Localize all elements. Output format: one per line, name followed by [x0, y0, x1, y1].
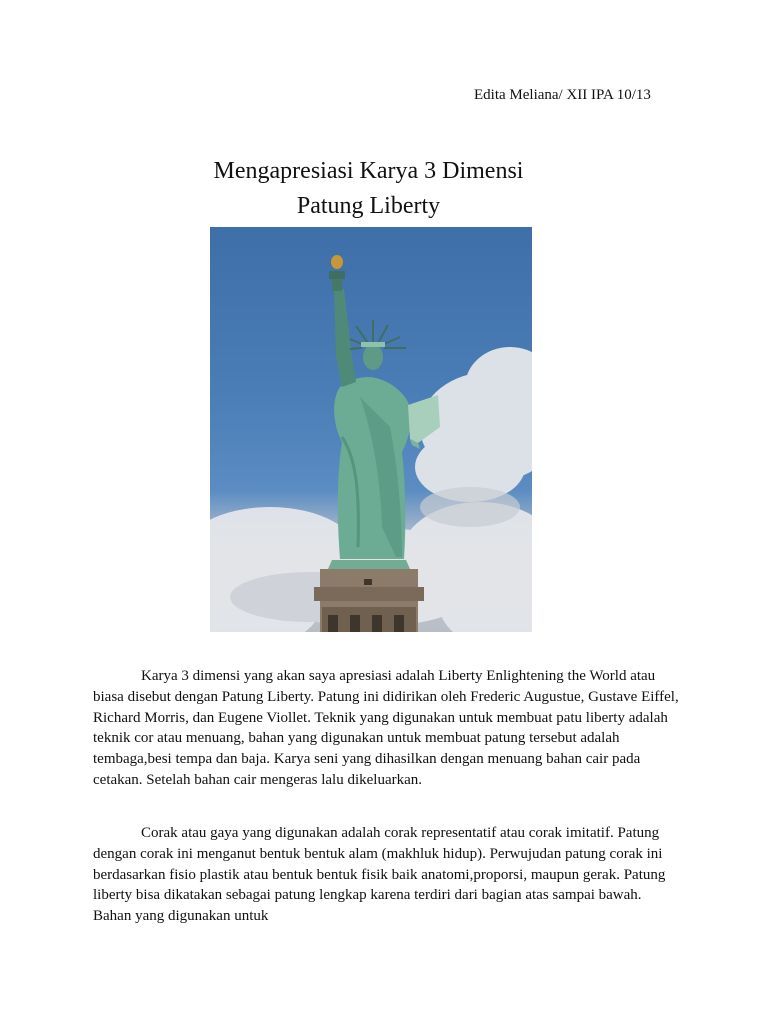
author-line: Edita Meliana/ XII IPA 10/13 [474, 87, 651, 103]
title-line-2: Patung Liberty [296, 193, 441, 219]
paragraph-1-text: Karya 3 dimensi yang akan saya apresiasi adalah Liberty Enlightening the World atau biasa disebut dengan Patung Liberty. Patung ini didirikan oleh Frederic Augustue, Gustave Eiffel, Richard Morris, dan Eugene Viollet. Teknik yang digunakan untuk membuat patu liberty adalah teknik cor atau menuang, bahan yang digunakan untuk membuat patung tersebut adalah tembaga,besi tempa dan baja. Karya seni yang dihasilkan dengan menuang bahan cair pada cetakan. Setelah bahan cair mengeras lalu dikeluarkan. [93, 668, 679, 788]
title-line-1: Mengapresiasi Karya 3 Dimensi [213, 158, 524, 184]
paragraph-2 [93, 823, 683, 927]
paragraph-2-text: Corak atau gaya yang digunakan adalah corak representatif atau corak imitatif. Patung dengan corak ini menganut bentuk bentuk alam (makhluk hidup). Perwujudan patung corak ini berdasarkan fisio plastik atau bentuk bentuk fisik baik anatomi,proporsi, maupun gerak. Patung liberty bisa dikatakan sebagai patung lengkap karena terdiri dari bagian atas sampai bawah. Bahan yang digunakan untuk [93, 825, 666, 925]
document-title [0, 154, 740, 224]
paragraph-1 [93, 666, 683, 791]
statue-of-liberty-photo [210, 227, 532, 632]
